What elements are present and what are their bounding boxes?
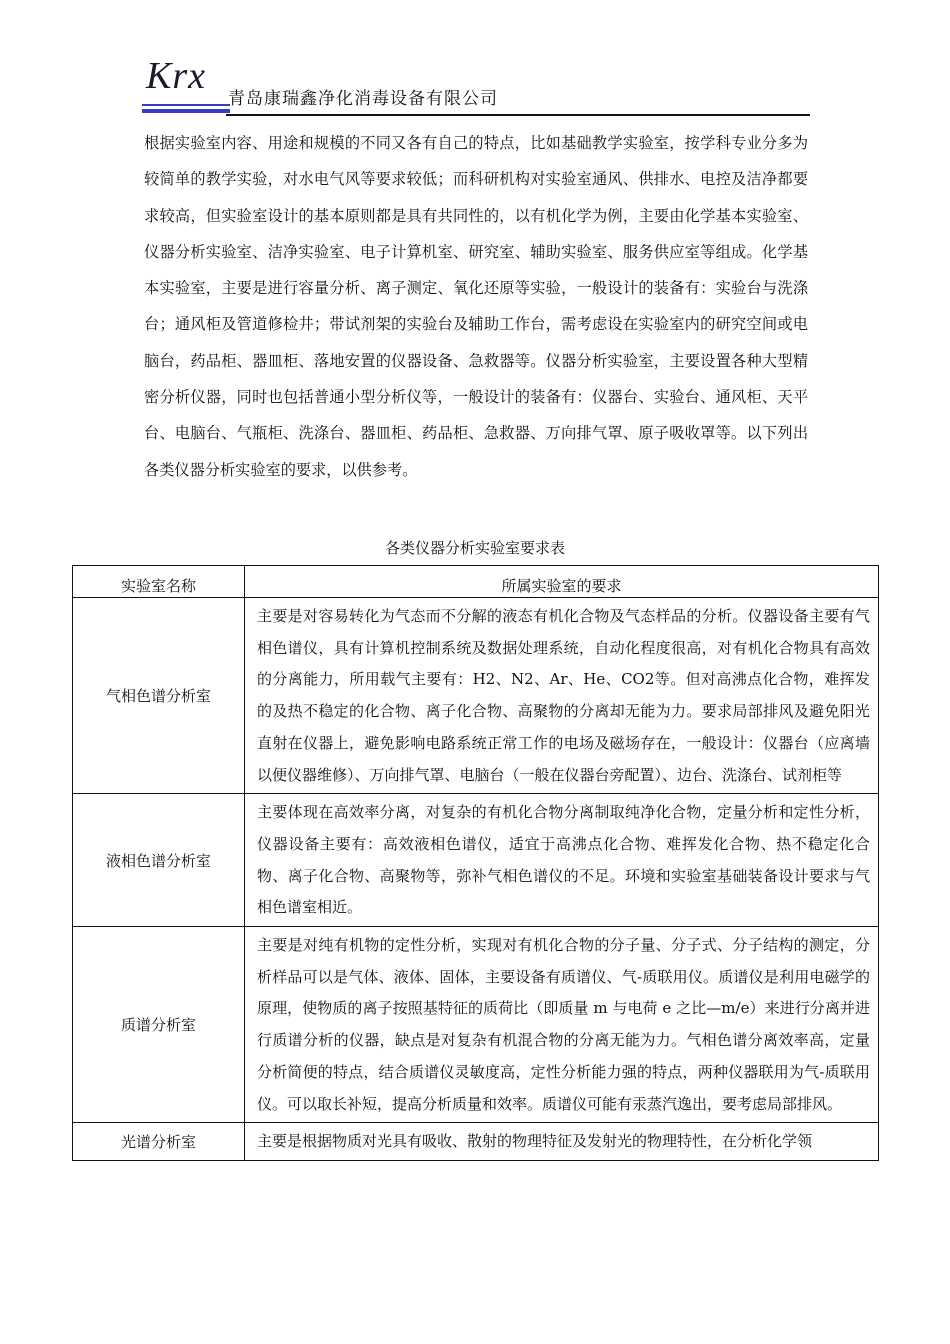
lab-requirement-cell: 主要体现在高效率分离，对复杂的有机化合物分离制取纯净化合物，定量分析和定性分析，仪器设备主要有：高效液相色谱仪，适宜于高沸点化合物、难挥发化合物、热不稳定化合物、离子化合物、高聚物等，弥补气相色谱仪的不足。环境和实验室基础装备设计要求与气相色谱室相近。 [245,794,879,927]
header-cell-requirement: 所属实验室的要求 [245,566,879,598]
company-logo: Krx [146,55,206,97]
table-header-row [73,566,879,598]
lab-name-cell: 液相色谱分析室 [73,794,245,927]
table-row [73,598,879,794]
company-name: 青岛康瑞鑫净化消毒设备有限公司 [228,89,498,109]
lab-requirement-cell: 主要是根据物质对光具有吸收、散射的物理特征及发射光的物理特性，在分析化学领 [245,1123,879,1161]
header-rule [226,114,810,116]
lab-requirement-cell: 主要是对容易转化为气态而不分解的液态有机化合物及气态样品的分析。仪器设备主要有气相色谱仪，具有计算机控制系统及数据处理系统，自动化程度很高，对有机化合物具有高效的分离能力，所用载气主要有：H2、N2、Ar、He、CO2等。但对高沸点化合物，难挥发的及热不稳定的化合物、离子化合物、高聚物的分离却无能为力。要求局部排风及避免阳光直射在仪器上，避免影响电路系统正常工作的电场及磁场存在，一般设计：仪器台（应离墙以便仪器维修）、万向排气罩、电脑台（一般在仪器台旁配置）、边台、洗涤台、试剂柜等 [245,598,879,794]
lab-name-cell: 气相色谱分析室 [73,598,245,794]
lab-requirement-cell: 主要是对纯有机物的定性分析，实现对有机化合物的分子量、分子式、分子结构的测定，分析样品可以是气体、液体、固体，主要设备有质谱仪、气-质联用仪。质谱仪是利用电磁学的原理，使物质的离子按照基特征的质荷比（即质量 m 与电荷 e 之比—m/e）来进行分离并进行质谱分析的仪器，缺点是对复杂有机混合物的分离无能为力。气相色谱分离效率高，定量分析简便的特点，结合质谱仪灵敏度高，定性分析能力强的特点，两种仪器联用为气-质联用仪。可以取长补短，提高分析质量和效率。质谱仪可能有汞蒸汽逸出，要考虑局部排风。 [245,927,879,1123]
logo-underline-thin [142,104,230,106]
lab-name-cell: 光谱分析室 [73,1123,245,1161]
table-row [73,794,879,927]
lab-name-cell: 质谱分析室 [73,927,245,1123]
intro-paragraph: 根据实验室内容、用途和规模的不同又各有自己的特点，比如基础教学实验室，按学科专业分多为较简单的教学实验，对水电气风等要求较低；而科研机构对实验室通风、供排水、电控及洁净都要求较高，但实验室设计的基本原则都是具有共同性的，以有机化学为例，主要由化学基本实验室、仪器分析实验室、洁净实验室、电子计算机室、研究室、辅助实验室、服务供应室等组成。化学基本实验室，主要是进行容量分析、离子测定、氧化还原等实验，一般设计的装备有：实验台与洗涤台；通风柜及管道修检井；带试剂架的实验台及辅助工作台，需考虑设在实验室内的研究空间或电脑台，药品柜、器皿柜、落地安置的仪器设备、急救器等。仪器分析实验室，主要设置各种大型精密分析仪器，同时也包括普通小型分析仪等，一般设计的装备有：仪器台、实验台、通风柜、天平台、电脑台、气瓶柜、洗涤台、器皿柜、药品柜、急救器、万向排气罩、原子吸收罩等。以下列出各类仪器分析实验室的要求，以供参考。 [144,134,808,479]
page-header [140,50,810,118]
requirements-table [72,565,879,1161]
table-row [73,1123,879,1161]
logo-underline-thick [142,109,230,113]
table-title: 各类仪器分析实验室要求表 [384,539,565,557]
header-cell-name: 实验室名称 [73,566,245,598]
table-row [73,927,879,1123]
